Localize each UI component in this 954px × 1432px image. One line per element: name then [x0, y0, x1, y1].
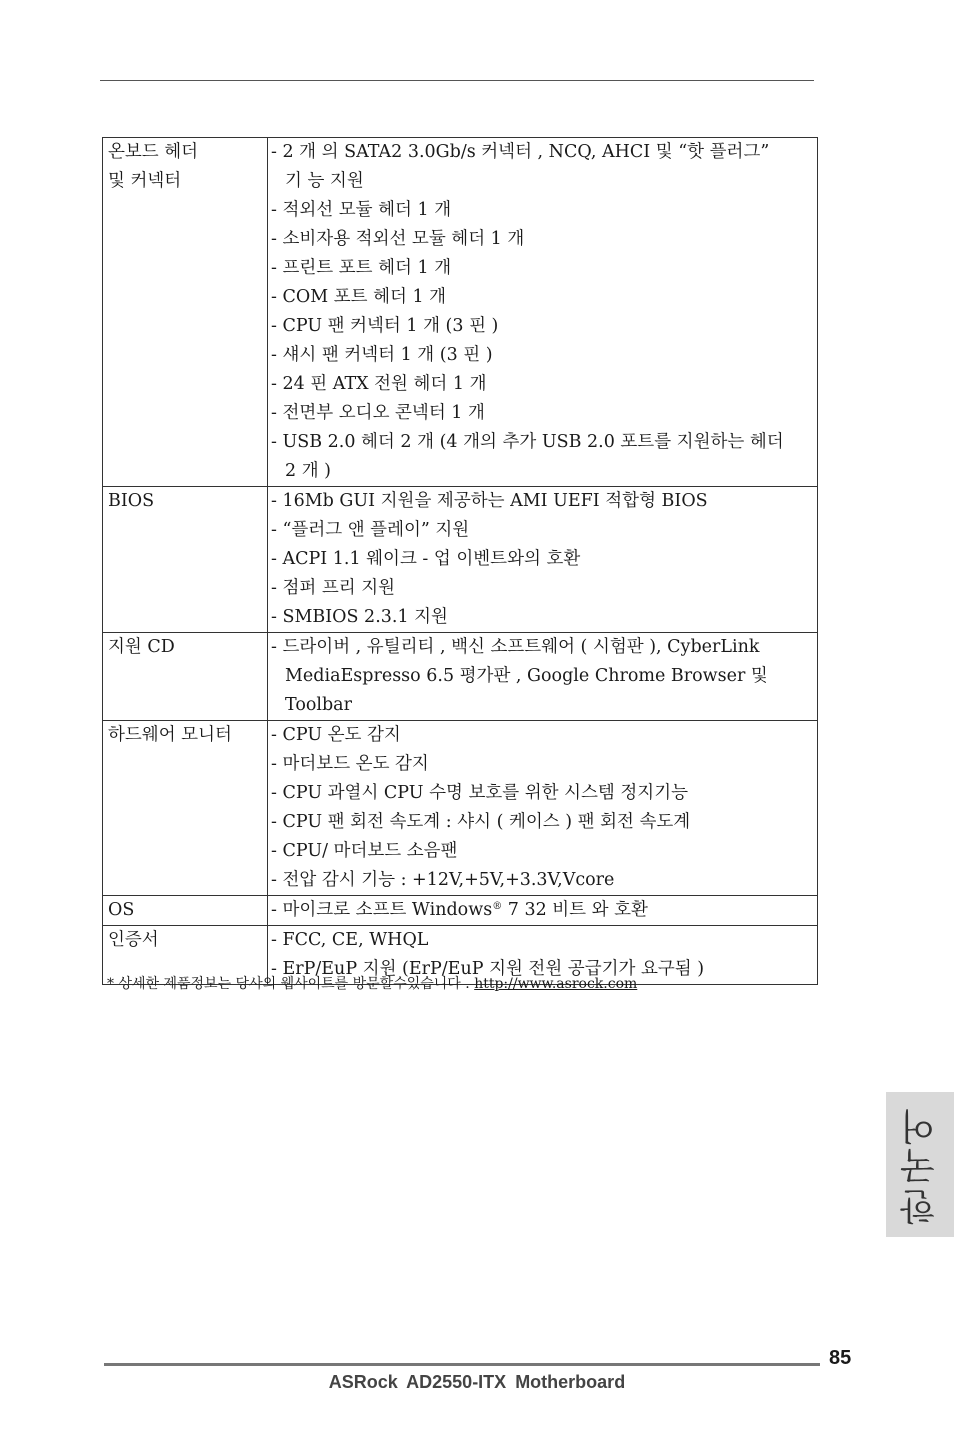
- spec-item-text: - 점퍼 프리 지원: [271, 578, 396, 598]
- spec-category-cell: [103, 633, 268, 721]
- spec-item-text: - CPU 온도 감지: [271, 725, 401, 745]
- spec-description-cell: [268, 487, 818, 633]
- spec-item-text: - 마더보드 온도 감지: [271, 754, 429, 774]
- spec-category-cell: [103, 487, 268, 633]
- spec-item: [271, 926, 813, 955]
- spec-item-text: - 소비자용 적외선 모듈 헤더 1 개: [271, 229, 525, 249]
- spec-row: [103, 487, 818, 633]
- spec-item: [271, 662, 813, 691]
- spec-item-text: - “플러그 앤 플레이” 지원: [271, 520, 470, 540]
- spec-item-text: - 전면부 오디오 콘넥터 1 개: [271, 403, 485, 423]
- spec-item: [271, 254, 813, 283]
- spec-item: [271, 837, 813, 866]
- spec-item-text: 기 능 지원: [285, 171, 364, 191]
- spec-description-cell: [268, 896, 818, 926]
- spec-item-text: - CPU 과열시 CPU 수명 보호를 위한 시스템 정지기능: [271, 783, 689, 803]
- footnote-text: * 상세한 제품정보는 당사의 웹사이트를 방문할수있습니다 .: [107, 976, 475, 992]
- spec-item-text: - COM 포트 헤더 1 개: [271, 287, 447, 307]
- language-tab-label: 한국어: [899, 1104, 941, 1225]
- spec-item-text: - 섀시 팬 커넥터 1 개 (3 핀 ): [271, 345, 493, 365]
- spec-item: [271, 750, 813, 779]
- spec-category-label: 지원 CD: [108, 637, 175, 657]
- spec-item: [271, 399, 813, 428]
- spec-item-text: - 전압 감시 기능 : +12V,+5V,+3.3V,Vcore: [271, 870, 615, 890]
- spec-description-cell: [268, 721, 818, 896]
- spec-item-text: - 드라이버 , 유틸리티 , 백신 소프트웨어 ( 시험판 ), CyberLink: [271, 637, 760, 657]
- spec-table: [102, 137, 818, 985]
- spec-item: [271, 574, 813, 603]
- page-number: 85: [829, 1347, 852, 1369]
- spec-category-label: OS: [108, 900, 135, 920]
- spec-item: [271, 545, 813, 574]
- spec-item: [271, 312, 813, 341]
- spec-item-text: MediaEspresso 6.5 평가판 , Google Chrome Browser 및: [285, 666, 768, 686]
- spec-item: [271, 691, 813, 720]
- spec-row: [103, 138, 818, 487]
- spec-item: [271, 196, 813, 225]
- spec-item-text: - USB 2.0 헤더 2 개 (4 개의 추가 USB 2.0 포트를 지원하는 헤더: [271, 432, 784, 452]
- spec-category-cell: [103, 721, 268, 896]
- spec-item: [271, 516, 813, 545]
- spec-item: [271, 487, 813, 516]
- spec-description-cell: [268, 633, 818, 721]
- footnote: [107, 974, 637, 994]
- spec-item: [271, 225, 813, 254]
- footer-title: ASRock AD2550-ITX Motherboard: [328, 1372, 626, 1392]
- spec-item-text: 2 개 ): [285, 461, 331, 481]
- spec-item: [271, 603, 813, 632]
- spec-category-label: 인증서: [108, 930, 159, 950]
- spec-item: [271, 283, 813, 312]
- spec-item: [271, 721, 813, 750]
- spec-item: [271, 167, 813, 196]
- spec-category-label: 하드웨어 모니터: [108, 725, 232, 745]
- spec-row: [103, 896, 818, 926]
- spec-item-text: - CPU 팬 회전 속도계 : 샤시 ( 케이스 ) 팬 회전 속도계: [271, 812, 691, 832]
- spec-item-text-suffix: 7 32 비트 와 호환: [502, 900, 648, 920]
- spec-category-label: BIOS: [108, 491, 155, 511]
- registered-mark: ®: [492, 901, 503, 912]
- spec-item: [271, 428, 813, 457]
- spec-item-text: - 2 개 의 SATA2 3.0Gb/s 커넥터 , NCQ, AHCI 및 “핫 플러그”: [271, 142, 770, 162]
- spec-item-text: - 프린트 포트 헤더 1 개: [271, 258, 452, 278]
- spec-item: [271, 808, 813, 837]
- spec-item: [271, 457, 813, 486]
- spec-category-label: 온보드 헤더: [108, 142, 199, 162]
- spec-item-text: - CPU/ 마더보드 소음팬: [271, 841, 458, 861]
- spec-item: [271, 866, 813, 895]
- spec-item: [271, 138, 813, 167]
- spec-item-text: - SMBIOS 2.3.1 지원: [271, 607, 448, 627]
- asrock-website-link[interactable]: http://www.asrock.com: [474, 976, 638, 992]
- spec-category-label: 및 커넥터: [108, 171, 182, 191]
- spec-item-text: - ErP/EuP 지원 (ErP/EuP 지원 전원 공급기가 요구됨 ): [271, 959, 705, 979]
- spec-item: [271, 633, 813, 662]
- top-rule: [100, 80, 814, 81]
- spec-row: [103, 721, 818, 896]
- spec-item-text: - FCC, CE, WHQL: [271, 930, 429, 950]
- spec-item: [271, 779, 813, 808]
- spec-item: [271, 896, 813, 925]
- language-tab: [886, 1092, 954, 1237]
- spec-item-text: - 마이크로 소프트 Windows: [271, 900, 493, 920]
- bottom-rule: [104, 1363, 820, 1366]
- spec-item-text: - ACPI 1.1 웨이크 - 업 이벤트와의 호환: [271, 549, 581, 569]
- spec-row: [103, 633, 818, 721]
- spec-item: [271, 341, 813, 370]
- spec-item-text: Toolbar: [285, 695, 352, 715]
- spec-description-cell: [268, 138, 818, 487]
- spec-category-cell: [103, 896, 268, 926]
- spec-item-text: - 24 핀 ATX 전원 헤더 1 개: [271, 374, 487, 394]
- spec-item: [271, 370, 813, 399]
- spec-item-text: - 16Mb GUI 지원을 제공하는 AMI UEFI 적합형 BIOS: [271, 491, 708, 511]
- spec-item-text: - 적외선 모듈 헤더 1 개: [271, 200, 452, 220]
- spec-item-text: - CPU 팬 커넥터 1 개 (3 핀 ): [271, 316, 499, 336]
- spec-category-cell: [103, 138, 268, 487]
